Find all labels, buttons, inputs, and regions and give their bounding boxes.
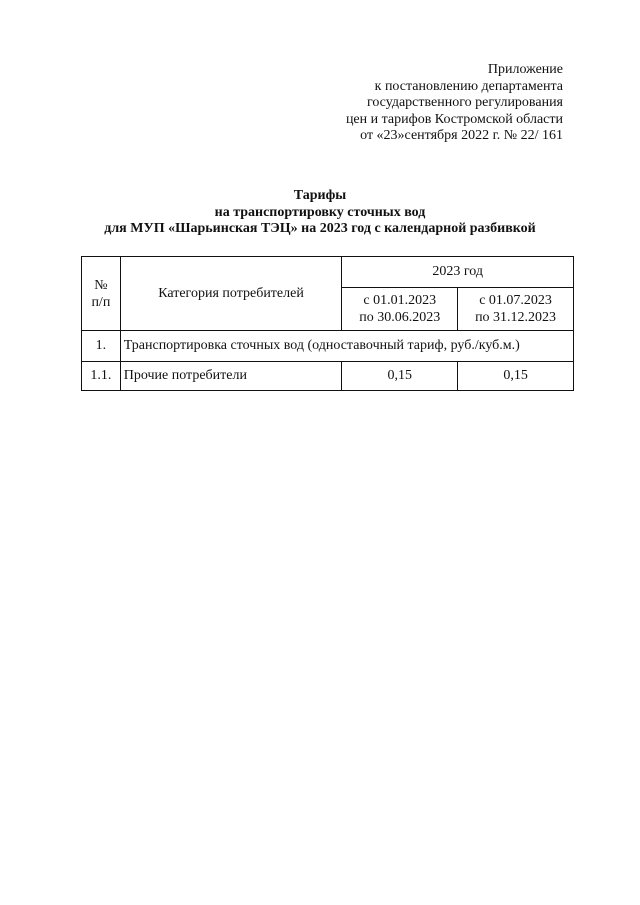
title-line-3: для МУП «Шарьинская ТЭЦ» на 2023 год с календарной разбивкой	[104, 221, 536, 236]
header-period-2-start: с 01.07.2023	[479, 293, 552, 308]
section-label: Транспортировка сточных вод (одноставочный тариф, руб./куб.м.)	[120, 331, 573, 362]
header-num	[82, 257, 121, 331]
header-num-line2: п/п	[91, 294, 111, 310]
appendix-line: к постановлению департамента	[374, 78, 563, 94]
header-period-2	[458, 288, 574, 331]
row-value-period-2: 0,15	[458, 362, 574, 391]
tariffs-table	[81, 256, 574, 391]
row-num: 1.1.	[82, 362, 121, 391]
header-category: Категория потребителей	[120, 257, 342, 331]
document-title	[0, 188, 640, 238]
row-category: Прочие потребители	[120, 362, 342, 391]
header-period-2-end: по 31.12.2023	[475, 310, 557, 325]
header-period-1-end: по 30.06.2023	[359, 310, 441, 325]
table-row	[82, 362, 574, 391]
header-period-1	[342, 288, 458, 331]
table-row-section	[82, 331, 574, 362]
row-value-period-1: 0,15	[342, 362, 458, 391]
appendix-block	[346, 62, 563, 145]
header-period-1-start: с 01.01.2023	[363, 293, 437, 308]
appendix-line: Приложение	[487, 62, 563, 77]
section-num: 1.	[82, 331, 121, 362]
appendix-line: цен и тарифов Костромской области	[345, 111, 563, 127]
appendix-line: государственного регулирования	[366, 95, 563, 110]
appendix-line: от «23»сентября 2022 г. № 22/ 161	[360, 128, 563, 143]
title-line-2: на транспортировку сточных вод	[214, 204, 426, 220]
header-num-line1: №	[94, 277, 108, 293]
header-row	[82, 257, 574, 288]
header-year: 2023 год	[342, 257, 574, 288]
title-line-1: Тарифы	[293, 188, 347, 203]
